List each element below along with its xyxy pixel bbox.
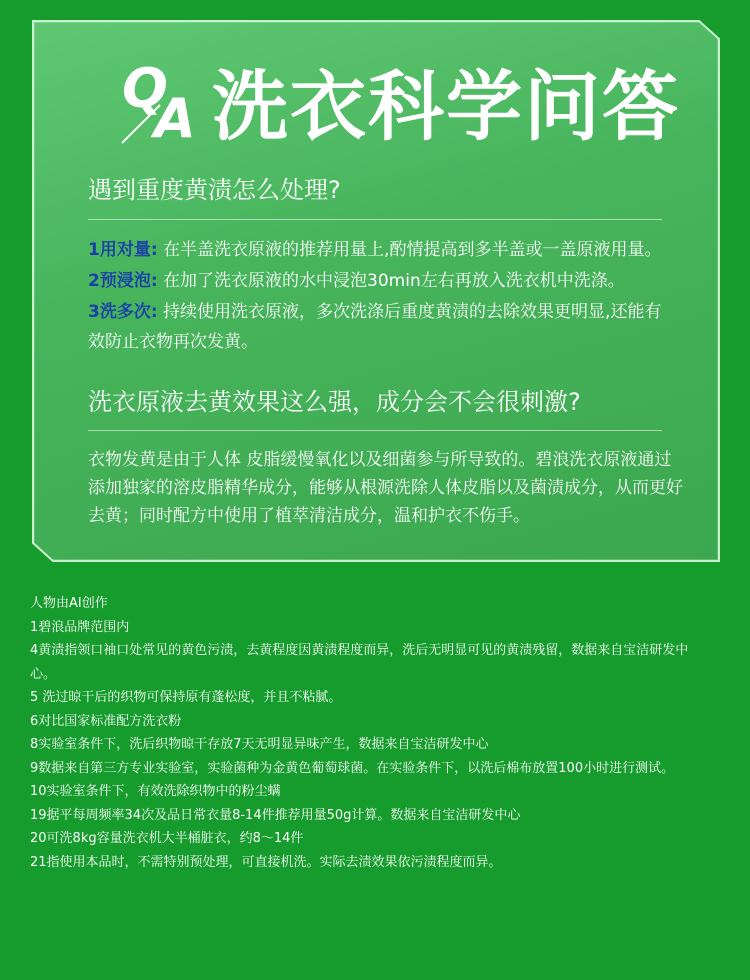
step-1 (88, 235, 698, 265)
step-1-label: 1用对量: (88, 240, 158, 260)
footnotes (30, 592, 710, 874)
title-row (120, 50, 680, 150)
step-3-label: 3洗多次: (88, 302, 158, 322)
footnote: 人物由AI创作 (30, 596, 108, 611)
footnote: 5 洗过晾干后的织物可保持原有蓬松度，并且不粘腻。 (30, 690, 342, 705)
footnote: 10实验室条件下，有效洗除织物中的粉尘螨 (30, 784, 281, 799)
footnote: 9数据来自第三方专业实验室，实验菌种为金黄色葡萄球菌。在实验条件下，以洗后棉布放置100小时进行测试。 (30, 760, 675, 776)
step-1-text: 在半盖洗衣原液的推荐用量上,酌情提高到多半盖或一盖原液用量。 (163, 240, 662, 260)
step-2-label: 2预浸泡: (88, 271, 158, 291)
step-3-text: 持续使用洗衣原液，多次洗涤后重度黄渍的去除效果更明显,还能有效防止衣物再次发黄。 (88, 302, 662, 352)
qa-logo-a: A (154, 87, 196, 145)
answer-2: 衣物发黄是由于人体 皮脂缓慢氧化以及细菌参与所导致的。碧浪洗衣原液通过添加独家的溶皮脂精华成分，能够从根源洗除人体皮脂以及菌渍成分，从而更好去黄；同时配方中使用了植萃清洁成分，温和护衣不伤手。 (88, 450, 683, 526)
footnote: 20可洗8kg容量洗衣机大半桶脏衣，约8～14件 (30, 831, 304, 846)
footnote: 6对比国家标准配方洗衣粉 (30, 713, 182, 729)
footnote: 19据平每周频率34次及品日常衣量8-14件推荐用量50g计算。数据来自宝洁研发中心 (30, 807, 521, 823)
qa-logo (120, 55, 210, 145)
step-2-text: 在加了洗衣原液的水中浸泡30min左右再放入洗衣机中洗涤。 (163, 271, 625, 291)
footnote: 1碧浪品牌范围内 (30, 619, 130, 635)
divider-1 (88, 219, 662, 220)
step-3 (88, 297, 678, 357)
step-2 (88, 266, 698, 296)
question-1: 遇到重度黄渍怎么处理? (88, 176, 341, 204)
footnote: 4黄渍指领口袖口处常见的黄色污渍，去黄程度因黄渍程度而异，洗后无明显可见的黄渍残留，数据来自宝洁研发中心。 (30, 643, 689, 682)
page-title: 洗衣科学问答 (212, 61, 680, 151)
footnote: 21指使用本品时，不需特别预处理，可直接机洗。实际去渍效果依污渍程度而异。 (30, 854, 502, 870)
divider-2 (88, 430, 662, 431)
qa-logo-q: Q (122, 57, 168, 120)
question-2: 洗衣原液去黄效果这么强，成分会不会很刺激? (88, 388, 581, 416)
footnote: 8实验室条件下，洗后织物晾干存放7天无明显异味产生，数据来自宝洁研发中心 (30, 737, 489, 752)
